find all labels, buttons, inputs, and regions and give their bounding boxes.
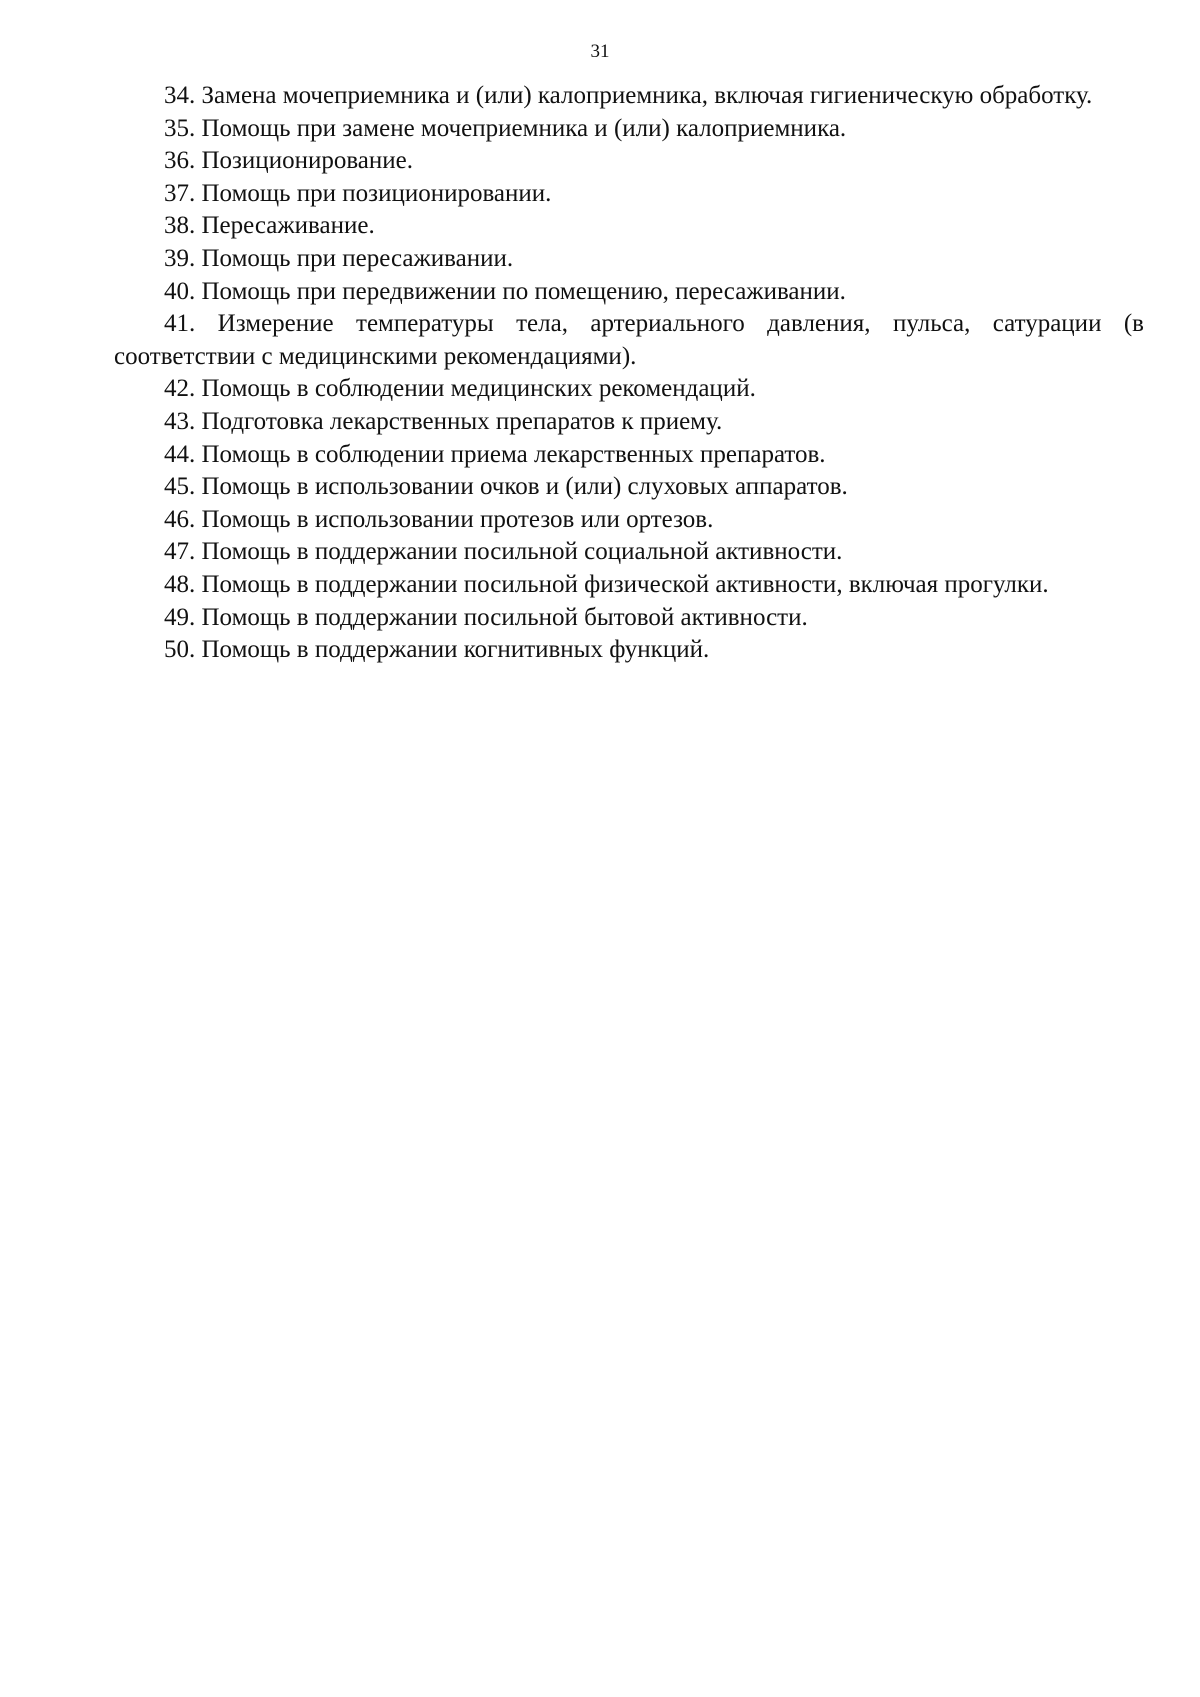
list-item: 41. Измерение температуры тела, артериального давления, пульса, сатурации (в соответствии с медицинскими рекомендациями). xyxy=(114,310,1144,370)
list-item: 48. Помощь в поддержании посильной физической активности, включая прогулки. xyxy=(164,570,1049,598)
list-item: 38. Пересаживание. xyxy=(164,212,375,240)
list-item: 47. Помощь в поддержании посильной социальной активности. xyxy=(164,538,843,566)
list-item: 49. Помощь в поддержании посильной бытовой активности. xyxy=(164,603,808,631)
list-item: 42. Помощь в соблюдении медицинских рекомендаций. xyxy=(164,375,756,403)
list-item: 46. Помощь в использовании протезов или ортезов. xyxy=(164,505,714,533)
list-item: 36. Позиционирование. xyxy=(164,147,413,175)
document-body xyxy=(114,80,1144,667)
list-item: 50. Помощь в поддержании когнитивных функций. xyxy=(164,636,710,664)
list-item: 37. Помощь при позиционировании. xyxy=(164,179,552,207)
page-number: 31 xyxy=(590,41,610,62)
list-item: 43. Подготовка лекарственных препаратов к приему. xyxy=(164,407,723,435)
list-item: 45. Помощь в использовании очков и (или) слуховых аппаратов. xyxy=(164,473,848,501)
list-item: 34. Замена мочеприемника и (или) калоприемника, включая гигиеническую обработку. xyxy=(164,82,1093,109)
list-item: 35. Помощь при замене мочеприемника и (или) калоприемника. xyxy=(164,114,847,142)
list-item: 39. Помощь при пересаживании. xyxy=(164,244,514,272)
list-item: 44. Помощь в соблюдении приема лекарственных препаратов. xyxy=(164,440,826,468)
list-item: 40. Помощь при передвижении по помещению, пересаживании. xyxy=(164,277,846,305)
